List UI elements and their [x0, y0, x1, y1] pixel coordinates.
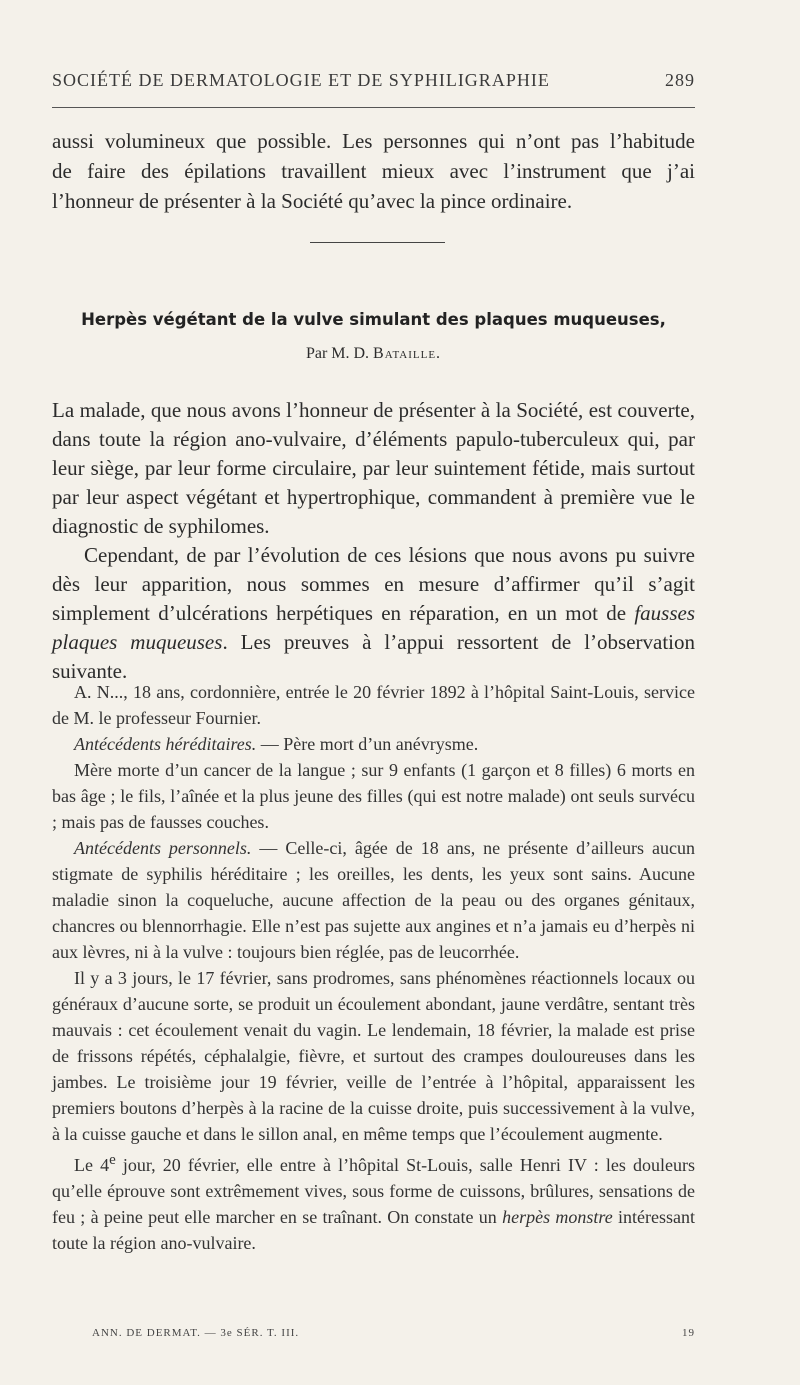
- text-run: Le 4: [74, 1155, 110, 1175]
- observation-section: [52, 679, 695, 1256]
- running-head: [52, 70, 695, 91]
- article-title: Herpès végétant de la vulve simulant des plaques muqueuses,: [81, 310, 666, 329]
- byline-prefix: Par M. D.: [305, 345, 370, 362]
- text-run: jour, 20 février, elle entre à l’hôpital St-Louis, salle Henri IV : les douleurs qu’elle éprouve sont extrêmement vives, sous forme de cuissons, brûlures, sensations de feu ; à peine peut elle marcher en se traînant. On constate un: [52, 1155, 696, 1227]
- page-footer: [92, 1327, 695, 1339]
- ordinal-suffix: e: [109, 1152, 116, 1168]
- text-run: intéressant toute la région ano-vulvaire.: [52, 1207, 695, 1253]
- page-number: 289: [665, 70, 695, 90]
- paragraph-cependant: [52, 541, 695, 686]
- continuation-paragraph: [52, 126, 695, 216]
- emphasis-text: fausses plaques muqueuses: [52, 601, 695, 654]
- observation-intro: A. N..., 18 ans, cordonnière, entrée le 20 février 1892 à l’hôpital Saint-Louis, service de M. le professeur Fournier.: [52, 682, 695, 728]
- hereditary-antecedents: [52, 731, 695, 757]
- admission-history: [52, 1147, 695, 1256]
- paragraph-intro: La malade, que nous avons l’honneur de présenter à la Société, est couverte, dans toute la région ano-vulvaire, d’éléments papulo-tuberculeux qui, par leur siège, par leur forme circulaire, par leur suintement fétide, mais surtout par leur aspect végétant et hypertrophique, commandent à première vue le diagnostic de syphilomes.: [52, 398, 695, 538]
- continuation-line: l’honneur de présenter à la Société qu’avec la pince ordinaire.: [52, 189, 573, 213]
- text-run: . Les preuves à l’appui ressortent de l’observation suivante.: [52, 630, 696, 683]
- journal-title: SOCIÉTÉ DE DERMATOLOGIE ET DE SYPHILIGRAPHIE: [52, 70, 550, 90]
- text-run: Cependant, de par l’évolution de ces lésions que nous avons pu suivre dès leur apparition, nous sommes en mesure d’affirmer qu’il s’agit simplement d’ulcérations herpétiques en réparation, en un mot de: [52, 543, 695, 625]
- article-byline: [52, 345, 695, 363]
- section-label: Antécédents héréditaires.: [74, 734, 257, 754]
- continuation-line: de faire des épilations travaillent mieux avec l’instrument que j’ai: [52, 159, 695, 183]
- signature-number: 19: [682, 1327, 695, 1339]
- footer-journal-ref: ANN. DE DERMAT. — 3e SÉR. T. III.: [92, 1327, 300, 1339]
- section-divider: [310, 242, 445, 243]
- onset-history: Il y a 3 jours, le 17 février, sans prodromes, sans phénomènes réactionnels locaux ou généraux d’aucune sorte, se produit un écoulement abondant, jaune verdâtre, sentant très mauvais : cet écoulement venait du vagin. Le lendemain, 18 février, la malade est prise de frissons répétés, céphalalgie, fièvre, et surtout des crampes douloureuses dans les jambes. Le troisième jour 19 février, veille de l’entrée à l’hôpital, apparaissent les premiers boutons d’herpès à la racine de la cuisse droite, puis successivement à la vulve, à la cuisse gauche et dans le sillon anal, en même temps que l’écoulement augmente.: [52, 968, 695, 1144]
- text-run: — Celle-ci, âgée de 18 ans, ne présente d’ailleurs aucun stigmate de syphilis héréditaire ; les oreilles, les dents, les yeux sont sains. Aucune maladie sinon la coqueluche, aucune affection de la peau ou des organes génitaux, chancres ou blennorrhagie. Elle n’est pas sujette aux angines et n’a jamais eu d’herpès ni aux lèvres, ni à la vulve : toujours bien réglée, pas de leucorrhée.: [52, 838, 695, 962]
- personal-antecedents: [52, 835, 695, 965]
- text-run: — Père mort d’un anévrysme.: [256, 734, 479, 754]
- section-label: Antécédents personnels.: [74, 838, 252, 858]
- emphasis-text: herpès monstre: [502, 1207, 613, 1227]
- header-rule: [52, 107, 695, 108]
- main-text: [52, 396, 695, 686]
- author-name: Bataille.: [373, 345, 442, 362]
- continuation-line: aussi volumineux que possible. Les personnes qui n’ont pas l’habitude: [52, 129, 695, 153]
- mother-history: Mère morte d’un cancer de la langue ; sur 9 enfants (1 garçon et 8 filles) 6 morts en bas âge ; le fils, l’aînée et la plus jeune des filles (qui est notre malade) ont seuls survécu ; mais pas de fausses couches.: [52, 760, 695, 832]
